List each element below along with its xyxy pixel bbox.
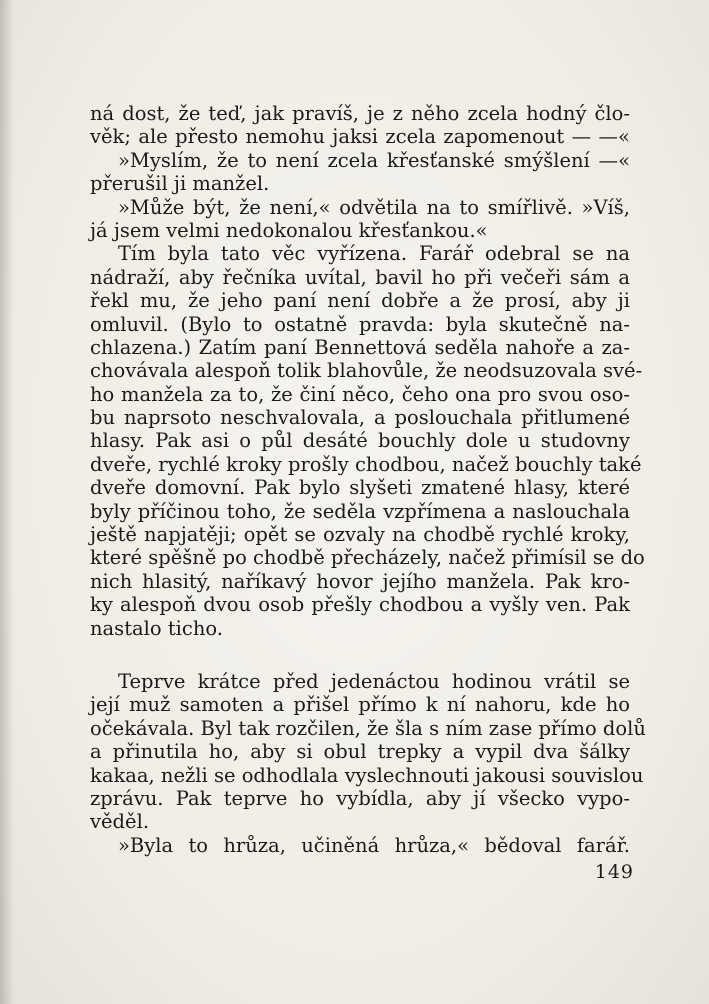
text-line: dveře, rychlé kroky prošly chodbou, načež bouchly také <box>90 452 642 476</box>
text-line: já jsem velmi nedokonalou křesťankou.« <box>90 218 488 242</box>
body-text <box>90 102 646 857</box>
text-line: Tím byla tato věc vyřízena. Farář odebral se na <box>118 242 630 266</box>
text-line: chovávala alespoň tolik blahovůle, že neodsuzovala své- <box>90 359 643 383</box>
text-line: přerušil ji manžel. <box>90 172 270 196</box>
text-line: které spěšně po chodbě přecházely, načež přimísil se do <box>90 546 645 570</box>
text-line: zprávu. Pak teprve ho vybídla, aby jí všecko vypo- <box>90 786 630 810</box>
text-line: věk; ale přesto nemohu jaksi zcela zapomenout — —« <box>90 125 630 149</box>
text-line: očekávala. Byl tak rozčilen, že šla s ním zase přímo dolů <box>90 716 646 740</box>
text-line: ještě napjatěji; opět se ozvaly na chodbě rychlé kroky, <box>90 523 630 547</box>
paragraph-group-bottom <box>90 669 646 857</box>
text-line: řekl mu, že jeho paní není dobře a že prosí, aby ji <box>90 289 630 313</box>
text-line: chlazena.) Zatím paní Bennettová seděla nahoře a za- <box>90 335 630 359</box>
text-line: ho manžela za to, že činí něco, čeho ona pro svou oso- <box>90 382 630 406</box>
text-line: a přinutila ho, aby si obul trepky a vypil dva šálky <box>90 740 630 764</box>
text-line: omluvil. (Bylo to ostatně pravda: byla skutečně na- <box>90 312 630 336</box>
text-line: byly příčinou toho, že seděla vzpřímena a naslouchala <box>90 499 630 523</box>
text-line: nádraží, aby řečníka uvítal, bavil ho při večeři sám a <box>90 265 630 289</box>
section-break <box>90 640 630 670</box>
paragraph-group-top <box>90 102 645 640</box>
text-line: ky alespoň dvou osob přešly chodbou a vyšly ven. Pak <box>90 593 630 617</box>
text-line: dveře domovní. Pak bylo slyšeti zmatené hlasy, které <box>90 476 630 500</box>
text-line: »Myslím, že to není zcela křesťanské smýšlení —« <box>118 148 630 172</box>
page-number: 149 <box>594 861 634 883</box>
text-line: kakaa, nežli se odhodlala vyslechnouti jakousi souvislou <box>90 763 644 787</box>
text-line: »Byla to hrůza, učiněná hrůza,« bědoval farář. <box>118 833 630 857</box>
text-line: hlasy. Pak asi o půl desáté bouchly dole u studovny <box>90 429 630 453</box>
text-line: ná dost, že teď, jak pravíš, je z něho zcela hodný člo- <box>90 102 630 125</box>
text-line: nich hlasitý, naříkavý hovor jejího manžela. Pak kro- <box>90 569 630 593</box>
text-line: bu naprsoto neschvalovala, a poslouchala přitlumené <box>90 406 630 430</box>
text-line: věděl. <box>90 810 150 834</box>
page-fold-shadow <box>0 0 14 1004</box>
text-line: nastalo ticho. <box>90 616 223 640</box>
text-line: Teprve krátce před jedenáctou hodinou vrátil se <box>118 669 630 693</box>
text-line: »Může být, že není,« odvětila na to smířlivě. »Víš, <box>118 195 630 219</box>
text-line: její muž samoten a přišel přímo k ní nahoru, kde ho <box>90 693 630 717</box>
